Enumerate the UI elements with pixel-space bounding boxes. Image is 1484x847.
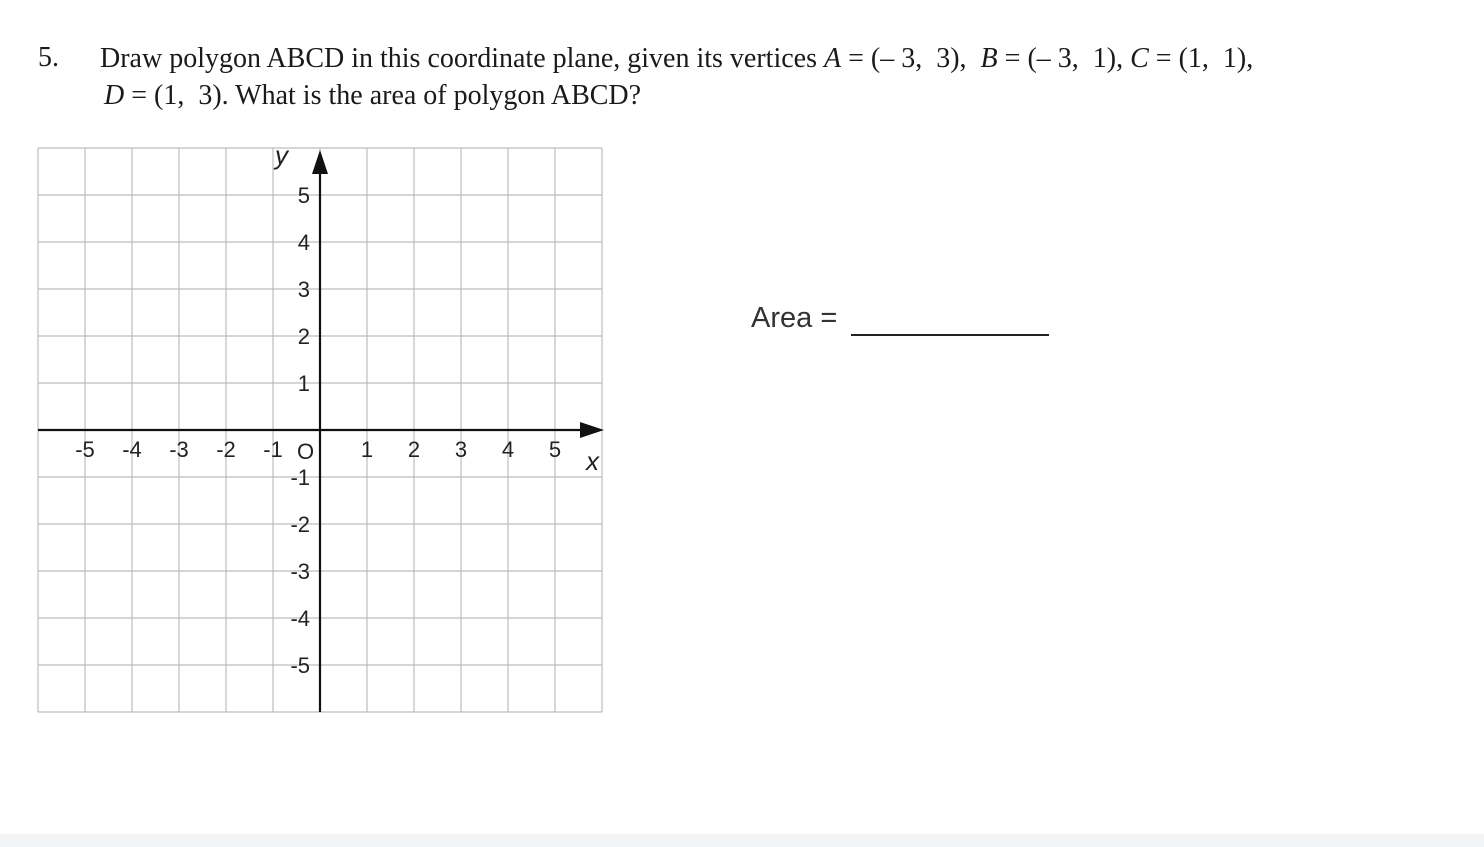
y-tick-label: 5	[297, 183, 310, 208]
y-tick-label: -4	[290, 606, 310, 631]
origin-label: O	[297, 439, 315, 464]
area-answer-row	[751, 300, 1049, 336]
y-tick-label: -3	[290, 559, 310, 584]
vertex-d-coords: = (1, 3).	[124, 80, 236, 111]
area-answer-blank[interactable]	[851, 304, 1049, 336]
vertex-a-name: A	[823, 43, 842, 74]
x-tick-label: 3	[454, 437, 468, 462]
area-label: Area =	[751, 302, 846, 334]
x-tick-label: 4	[501, 437, 515, 462]
x-tick-label: -3	[169, 437, 189, 462]
y-tick-label: 2	[297, 324, 310, 349]
y-axis-arrow	[312, 150, 328, 174]
axes	[38, 150, 604, 712]
vertex-a-coords: = (– 3, 3),	[841, 43, 981, 74]
vertex-c-coords: = (1, 1),	[1148, 43, 1254, 74]
x-axis-label: x	[586, 446, 599, 476]
y-axis-label: y	[275, 140, 288, 170]
footer-band	[0, 834, 1484, 847]
y-tick-label: -1	[290, 465, 310, 490]
x-tick-label: 1	[360, 437, 374, 462]
x-tick-label: 2	[407, 437, 421, 462]
x-tick-label: 5	[548, 437, 562, 462]
x-axis-arrow	[580, 422, 604, 438]
y-tick-label: 3	[297, 277, 310, 302]
x-tick-label: -1	[263, 437, 283, 462]
vertex-b-name: B	[980, 43, 998, 74]
y-tick-label: -2	[290, 512, 310, 537]
x-tick-label: -4	[122, 437, 142, 462]
vertex-c-name: C	[1130, 43, 1149, 74]
question-prompt: What is the area of polygon ABCD?	[235, 80, 642, 111]
coordinate-plane[interactable]	[0, 0, 640, 740]
y-tick-label: 1	[297, 371, 310, 396]
x-tick-label: -5	[75, 437, 95, 462]
y-tick-label: -5	[290, 653, 310, 678]
y-tick-label: 4	[297, 230, 310, 255]
vertex-b-coords: = (– 3, 1),	[997, 43, 1131, 74]
question-lead: Draw polygon ABCD in this coordinate plane, given its vertices	[100, 43, 824, 74]
x-tick-label: -2	[216, 437, 236, 462]
vertex-d-name: D	[104, 80, 125, 111]
question-number: 5.	[38, 42, 59, 73]
